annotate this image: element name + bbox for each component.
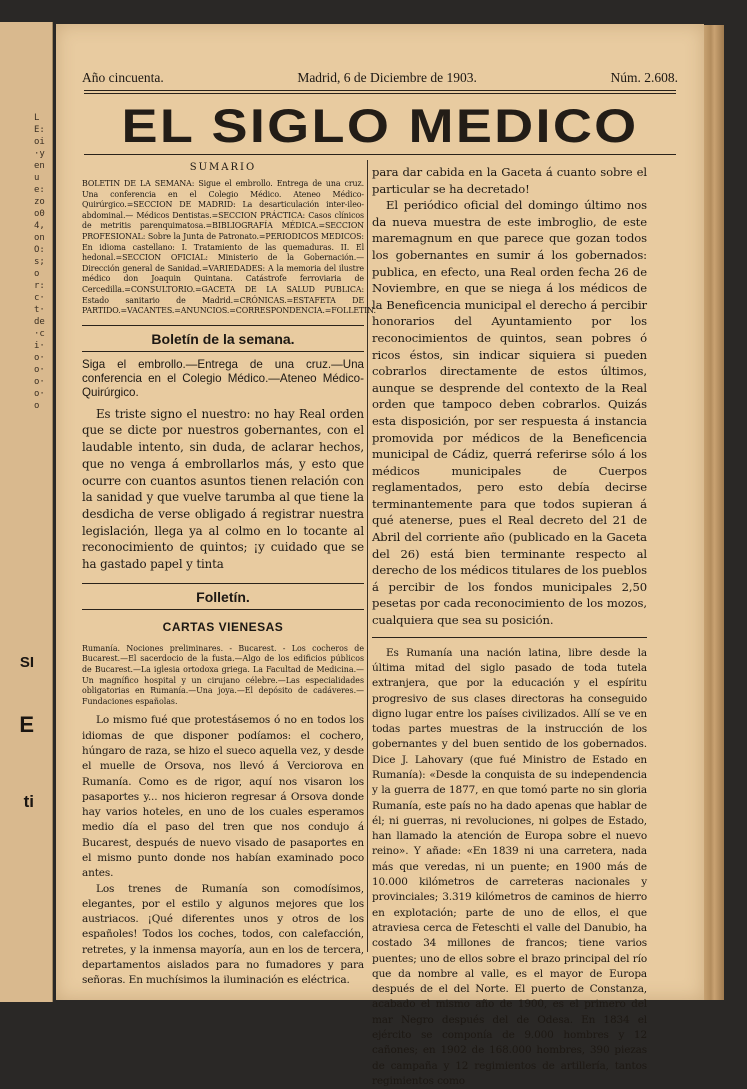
previous-page-fragment: ti	[23, 792, 34, 811]
right-column	[372, 164, 647, 1089]
masthead-rule	[84, 154, 676, 155]
previous-page-glyphs: LE:oi·yenue:zoo04,onO:s;or:c·t·de·ci·o·o·o·o·o	[34, 113, 45, 411]
issue-date: Madrid, 6 de Diciembre de 1903.	[297, 70, 477, 85]
boletin-paragraph: Es triste signo el nuestro: no hay Real orden que se dicte por nuestros gobernantes, con el laudable intento, sin duda, de aclarar hechos, que no venga á embrollarlos más, y esto que ocurre con cuantos asuntos tienen relación con la sanidad y que vuelve tarumba al que tiene la desdicha de verse obligado á registrar nuestra legislación, llega ya al colmo en lo tocante al reconocimiento de quintos; ¡y cuidado que se ha gastado papel y tinta	[82, 406, 364, 572]
boletin-subhead: Siga el embrollo.—Entrega de una cruz.—Una conferencia en el Colegio Médico.—Ateneo Médico-Quirúrgico.	[82, 357, 364, 399]
folletin-heading: Folletín.	[82, 583, 364, 610]
header-rule	[84, 90, 676, 91]
masthead-title: EL SIGLO MEDICO	[121, 99, 639, 152]
previous-page-fragment: E	[19, 712, 34, 737]
boletin-heading: Boletín de la semana.	[82, 325, 364, 352]
folletin-paragraph: Los trenes de Rumanía son comodísimos, elegantes, por el estilo y algunos mejores que los austriacos. ¡Qué diferentes unos y otros de los españoles! Todos los coches, todos, con calefacción, retretes, y la inmensa mayoría, aun en los de tercera, departamentos aislados para no fumadores y para señoras. En muchísimos la iluminación es eléctrica.	[82, 882, 364, 987]
issue-header	[82, 70, 678, 86]
section-separator	[372, 637, 647, 638]
header-rule	[84, 93, 676, 94]
boletin-continuation: para dar cabida en la Gaceta á cuanto sobre el particular se ha decretado!	[372, 165, 647, 196]
previous-page-edge	[0, 22, 53, 1002]
issue-year: Año cincuenta.	[82, 70, 164, 85]
issue-number: Núm. 2.608.	[610, 70, 678, 85]
previous-page-fragment: SI	[19, 654, 34, 671]
folletin-paragraph: Lo mismo fué que protestásemos ó no en todos los idiomas de que disponer podíamos: el cochero, húngaro de raza, se hizo el sueco aquella vez, y desde el muelle de Orsova, nos llevó á Verciorova en Rumanía. Como es de rigor, aquí nos visaron los pasaportes y... nos hicieron regresar á Orsova donde hay varios hoteles, en uno de los cuales esperamos medio día el paso del tren que nos condujo á Bucarest, después de nuevo visado de pasaportes en el mismo punto donde nos habían examinado poco antes.	[82, 714, 364, 880]
column-divider	[367, 160, 368, 952]
folletin-summary: Rumanía. Nociones preliminares. - Bucarest. - Los cocheros de Bucarest.—El sacerdocio de la fusta.—Algo de los edificios públicos de Bucarest.—La iglesia ortodoxa griega. La Facultad de Medicina.—Un magnífico hospital y un cirujano célebre.—Las especialidades obligatorias en Rumanía.—Una joya.—El depósito de cadáveres.—Fundaciones españolas.	[82, 643, 364, 706]
folletin-continuation: Es Rumanía una nación latina, libre desde la última mitad del siglo pasado de toda tutela extranjera, que por la educación y el espíritu progresivo de sus clases directoras ha conseguido digno lugar entre los países civilizados. Allí se ve en todas partes muestras de la instrucción de los gobernantes y del buen sentido de los gobernados. Dice J. Lahovary (que fué Ministro de Estado en Rumanía): «Desde la conquista de su independencia y la guerra de 1877, en que tomó parte no sin gloria Rumanía, este país no ha dado apenas que hablar de él; ni guerras, ni revoluciones, ni golpes de Estado, han llamado la atención de Europa sobre el nuevo reino». Y añade: «En 1839 ni una carretera, nada más que veredas, ni un puente; en 1900 más de 10.000 kilómetros de carreteras nacionales y provinciales; 3.319 kilómetros de caminos de hierro en explotación; parte de uno de ellos, el que atraviesa cerca de Feteschti el valle del Danubio, ha costado 34 millones de francos; tiene varios puentes; uno de ellos sobre el brazo principal del río que da nombre al valle, es el mayor de Europa después de el del Norte. El puerto de Constanza, acabado el mismo año de 1900, es el primero del mar Negro después del de Odesa. En 1834 el ejército se componía de 9.000 hombres y 12 cañones; en 1902 de 168.000 hombres, 390 piezas de campaña y 12 regimientos de artillería, tantos regimientos como	[372, 646, 647, 1087]
left-column	[82, 160, 376, 989]
newspaper-page	[56, 24, 704, 1087]
boletin-paragraph: El periódico oficial del domingo último nos da nueva muestra de este imbroglio, de este maremagnum en que parece que gozan todos los gobernantes en sumir á los gobernados: publica, en efecto, una Real orden fecha 26 de Noviembre, en que se niega á los médicos de la Beneficencia municipal el derecho á percibir honorarios del Ayuntamiento por los reconocimientos de quintos, sean pobres ó ricos éstos, sin indicar siquiera si pueden cobrarlos directamente de estos últimos, aunque se desprende del contexto de la Real orden que tampoco deben cobrarlos. Quizás esta disposición, por ser respuesta á instancia promovida por médicos de la Beneficencia municipal de Cádiz, querrá referirse sólo á los médicos municipales de Cuerpos reglamentados, pero esto debía decirse terminantemente para que todos supieran á qué atenerse, pues el Real decreto del 21 de Abril del corriente año (publicado en la Gaceta del 26) está bien terminante respecto al derecho de los médicos titulares de los pueblos á percibir de los fondos municipales 2,50 pesetas por cada reconocimiento de los mozos, cualquiera que sea su posición.	[372, 198, 647, 628]
folletin-title: CARTAS VIENESAS	[162, 619, 284, 634]
sumario-title: SUMARIO	[189, 162, 257, 173]
sumario-text: BOLETIN DE LA SEMANA: Sigue el embrollo. Entrega de una cruz. Una conferencia en el Colegio Médico. Ateneo Médico-Quirúrgico.=SECCION DE MADRID: La desarticulación inter-ileo-abdominal.— Médicos Dentistas.=SECCION PRÁCTICA: Casos clínicos de metritis parenquimatosa.=BIBLIOGRAFÍA MÉDICA.=SECCION PROFESIONAL: Sobre la Junta de Patronato.=PERIODICOS MEDICOS: En idioma castellano: I. Tratamiento de las quemaduras. II. El hedonal.=SECCION OFICIAL: Ministerio de la Gobernación.—Dirección general de Sanidad.=VARIEDADES: A la memoria del ilustre médico don Joaquin Quintana. Catástrofe ferroviaria de Cercedilla.=CONSULTORIO.=GACETA DE LA SALUD PUBLICA: Estado sanitario de Madrid.=CRÓNICAS.=ESTAFETA DE PARTIDO.=VACANTES.=ANUNCIOS.=CORRESPONDENCIA.=FOLLETIN.	[82, 179, 376, 316]
